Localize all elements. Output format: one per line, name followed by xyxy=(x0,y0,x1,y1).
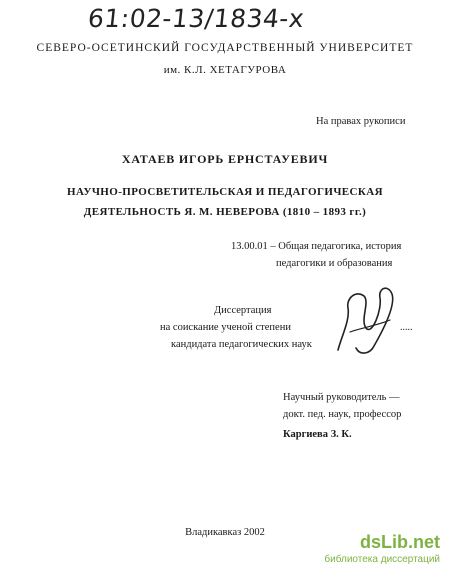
rights-note: На правах рукописи xyxy=(316,116,406,127)
supervisor-line-1: Научный руководитель — xyxy=(283,392,400,403)
handwritten-catalog-code: 61:02-13/1834-x xyxy=(86,4,306,33)
supervisor-line-2: докт. пед. наук, профессор xyxy=(283,409,402,420)
title-line-1: НАУЧНО-ПРОСВЕТИТЕЛЬСКАЯ И ПЕДАГОГИЧЕСКАЯ xyxy=(67,186,383,198)
specialty-line-1: 13.00.01 – Общая педагогика, история xyxy=(231,241,402,252)
city-year: Владикавказ 2002 xyxy=(185,527,265,538)
dslib-watermark[interactable] xyxy=(300,532,440,572)
signature-dots: ..... xyxy=(400,322,413,333)
watermark-subtitle: библиотека диссертаций xyxy=(324,554,440,565)
title-line-2: ДЕЯТЕЛЬНОСТЬ Я. М. НЕВЕРОВА (1810 – 1893 гг.) xyxy=(83,206,367,218)
handwritten-signature xyxy=(330,280,400,360)
watermark-brand: dsLib.net xyxy=(360,532,440,552)
author-name: ХАТАЕВ ИГОРЬ ЕРНСТАУЕВИЧ xyxy=(121,152,329,166)
specialty-line-2: педагогики и образования xyxy=(276,258,393,269)
dissertation-line-1: Диссертация xyxy=(214,305,272,316)
supervisor-name: Каргиева З. К. xyxy=(283,429,352,440)
university-name: СЕВЕРО-ОСЕТИНСКИЙ ГОСУДАРСТВЕННЫЙ УНИВЕРСИТЕТ xyxy=(36,42,414,54)
dissertation-line-2: на соискание ученой степени xyxy=(160,322,291,333)
dissertation-line-3: кандидата педагогических наук xyxy=(171,339,312,350)
university-named-after: им. К.Л. ХЕТАГУРОВА xyxy=(163,64,287,76)
